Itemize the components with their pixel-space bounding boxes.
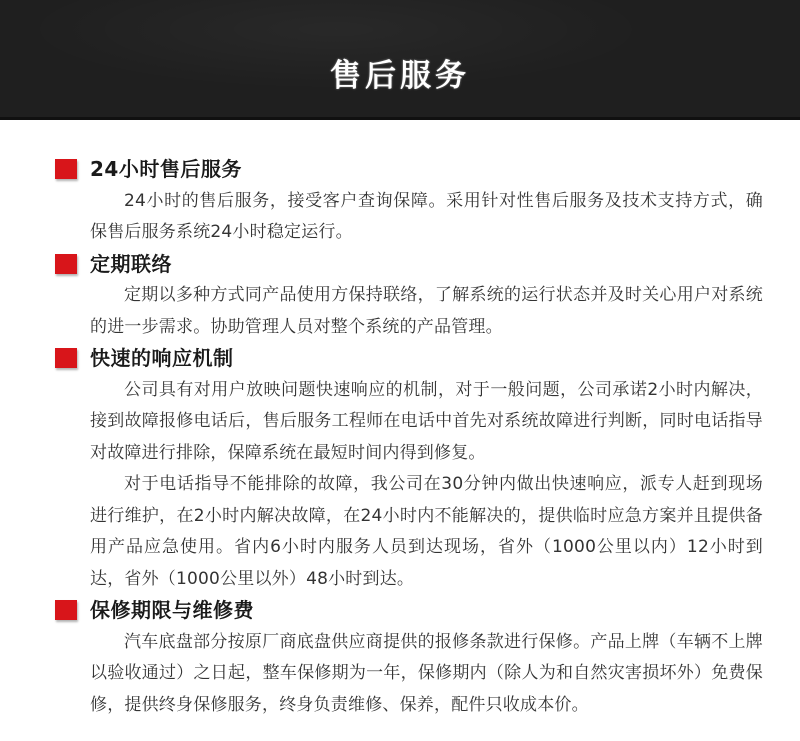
- service-section: [55, 249, 763, 344]
- sections-container: [0, 120, 800, 721]
- section-heading: 保修期限与维修费: [90, 598, 254, 622]
- section-heading: 定期联络: [90, 251, 172, 276]
- red-square-bullet-icon: [55, 254, 77, 274]
- service-section: [55, 595, 763, 721]
- section-paragraph: 公司具有对用户放映问题快速响应的机制，对于一般问题，公司承诺2小时内解决，接到故障报修电话后，售后服务工程师在电话中首先对系统故障进行判断，同时电话指导对故障进行排除，保障系统在最短时间内得到修复。: [90, 379, 763, 463]
- red-square-bullet-icon: [55, 600, 77, 620]
- red-square-bullet-icon: [55, 348, 77, 368]
- red-square-bullet-icon: [55, 159, 77, 179]
- section-paragraph: 24小时的售后服务，接受客户查询保障。采用针对性售后服务及技术支持方式，确保售后服务系统24小时稳定运行。: [90, 190, 763, 242]
- section-paragraph: 定期以多种方式同产品使用方保持联络，了解系统的运行状态并及时关心用户对系统的进一步需求。协助管理人员对整个系统的产品管理。: [90, 285, 763, 337]
- section-heading: 快速的响应机制: [90, 346, 234, 370]
- service-section: [55, 154, 763, 249]
- page-title: 售后服务: [330, 58, 470, 94]
- section-heading: 24小时售后服务: [90, 157, 242, 181]
- header-banner: [0, 0, 800, 120]
- service-section: [55, 343, 763, 595]
- section-paragraph: 汽车底盘部分按原厂商底盘供应商提供的报修条款进行保修。产品上牌（车辆不上牌以验收通过）之日起，整车保修期为一年，保修期内（除人为和自然灾害损坏外）免费保修，提供终身保修服务，终身负责维修、保养，配件只收成本价。: [90, 631, 763, 715]
- section-paragraph: 对于电话指导不能排除的故障，我公司在30分钟内做出快速响应，派专人赶到现场进行维护，在2小时内解决故障，在24小时内不能解决的，提供临时应急方案并且提供备用产品应急使用。省内6小时内服务人员到达现场，省外（1000公里以内）12小时到达，省外（1000公里以外）48小时到达。: [90, 474, 763, 589]
